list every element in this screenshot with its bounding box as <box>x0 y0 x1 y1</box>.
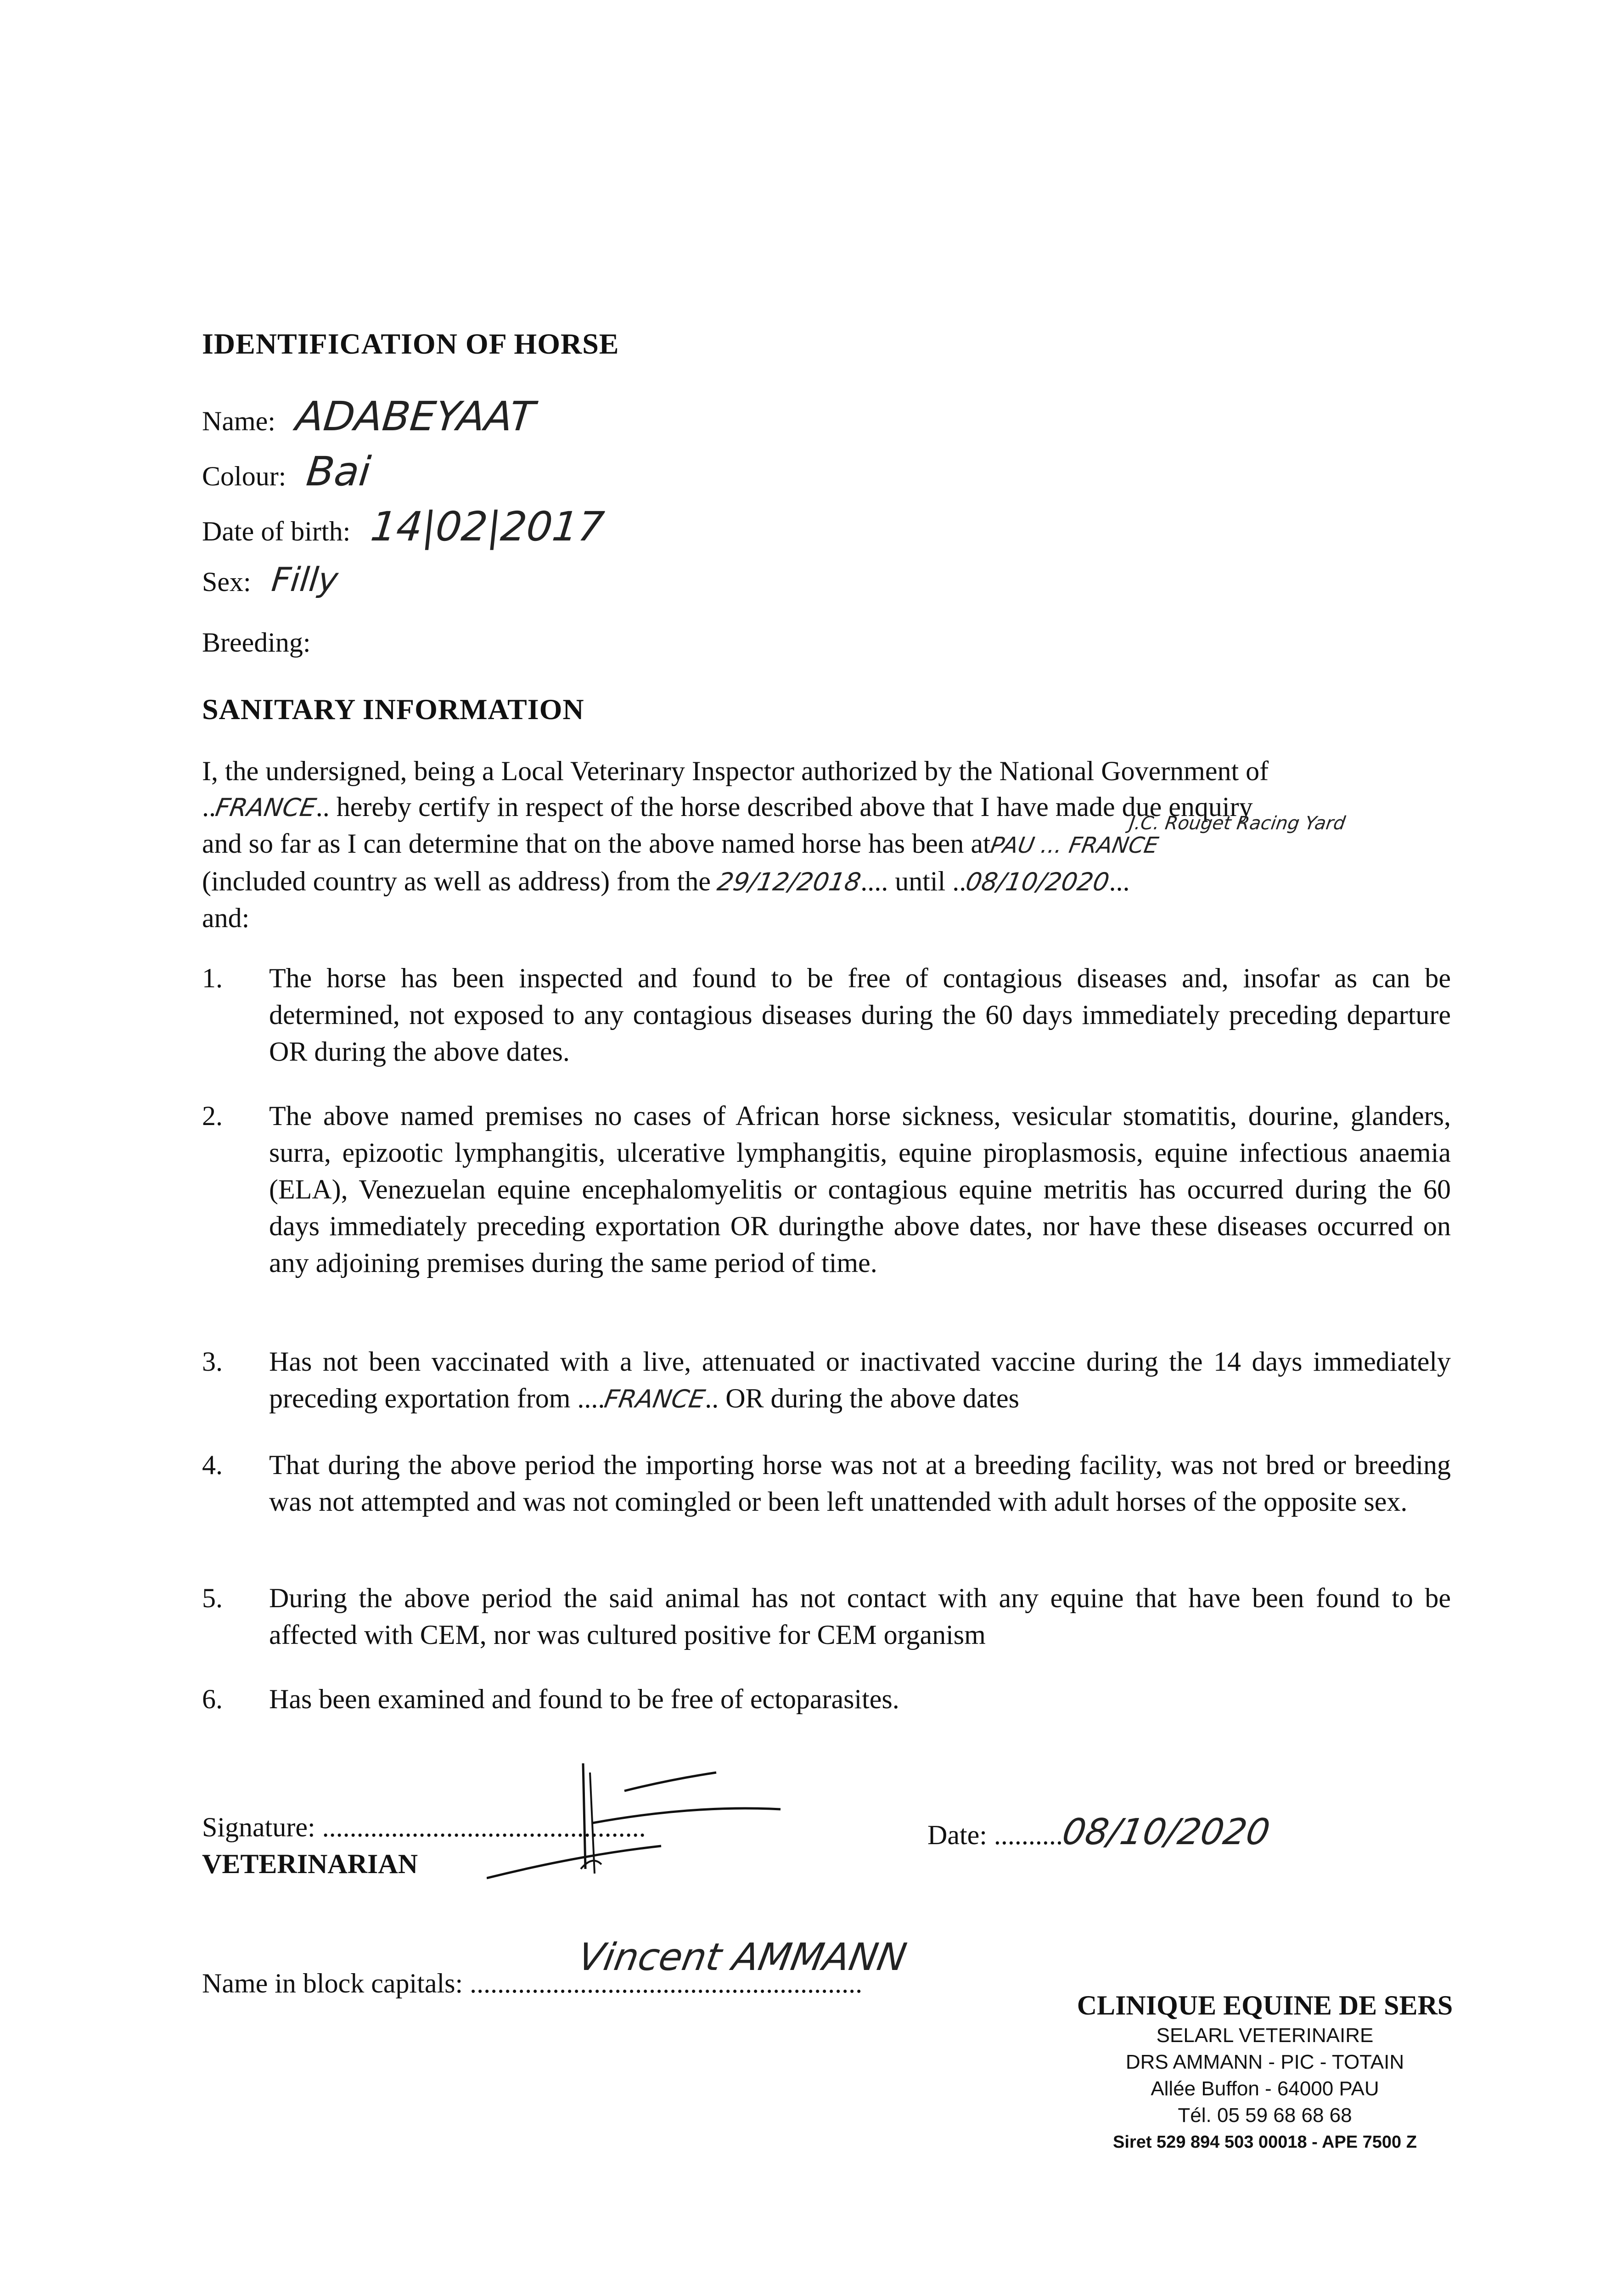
clinic-address: Allée Buffon - 64000 PAU <box>1151 2077 1379 2100</box>
signature-label: Signature: ............................................... <box>202 1812 646 1842</box>
clinic-siret: Siret 529 894 503 00018 - APE 7500 Z <box>1113 2133 1417 2152</box>
condition-text: Has been examined and found to be free of ectoparasites. <box>269 1684 899 1714</box>
condition-number: 6. <box>202 1684 223 1714</box>
condition-number: 1. <box>202 963 223 993</box>
condition-number: 5. <box>202 1583 223 1613</box>
vet-name-handwritten: Vincent AMMANN <box>574 1936 910 1979</box>
certification-line-4-text: (included country as well as address) from the <box>202 866 711 896</box>
name-in-block-capitals-label: Name in block capitals: ......................................................... <box>202 1968 863 1998</box>
breeding-field <box>202 627 311 658</box>
country-value: FRANCE <box>213 793 319 822</box>
dob-value: 14|02|2017 <box>368 503 607 550</box>
date-value: 08/10/2020 <box>1059 1812 1273 1853</box>
certification-line-5: and: <box>202 903 250 933</box>
sex-value: Filly <box>270 560 340 599</box>
clinic-phone: Tél. 05 59 68 68 68 <box>1178 2104 1352 2127</box>
condition-text: During the above period the said animal has not contact with any equine that have been found to be affected with CEM, nor was cultured positive for CEM organism <box>269 1583 1451 1650</box>
clinic-name: CLINIQUE EQUINE DE SERS <box>1077 1990 1453 2020</box>
veterinarian-label: VETERINARIAN <box>202 1849 418 1879</box>
colour-field <box>202 448 371 495</box>
condition-number: 4. <box>202 1450 223 1480</box>
dob-label: Date of birth: <box>202 516 351 546</box>
name-label: Name: <box>202 406 275 436</box>
sex-field <box>202 560 338 599</box>
certification-line-4 <box>202 863 1451 900</box>
condition-item-3 <box>202 1343 1451 1417</box>
dots: ... <box>1109 866 1130 896</box>
sanitary-heading: SANITARY INFORMATION <box>202 693 584 726</box>
name-field <box>202 393 537 440</box>
condition-text <box>269 1343 1451 1418</box>
condition-item-1 <box>202 960 1451 1070</box>
condition-text: That during the above period the importing horse was not at a breeding facility, was not bred or breeding was not attempted and was not comingled or been left unattended with adult horses of the opposite sex. <box>269 1450 1451 1517</box>
condition-text-part: .. OR during the above dates <box>705 1383 1020 1413</box>
condition-text: The above named premises no cases of African horse sickness, vesicular stomatitis, dourine, glanders, surra, epizootic lymphangitis, ulcerative lymphangitis, equine piroplasmosis, equine infectious anaemia (ELA), Venezuelan equine encephalomyelitis or contagious equine metritis has occurred during the 60 days immediately preceding exportation OR duringthe above dates, nor have these diseases occurred on any adjoining premises during the same period of time. <box>269 1101 1451 1278</box>
certification-line-3 <box>202 813 1451 863</box>
colour-label: Colour: <box>202 461 286 491</box>
from-date-value: 29/12/2018 <box>715 867 863 896</box>
date-field <box>927 1812 1273 1853</box>
certification-line-1: I, the undersigned, being a Local Veterinary Inspector authorized by the National Government of <box>202 756 1269 786</box>
condition-item-4 <box>202 1446 1451 1557</box>
date-label: Date: .......... <box>927 1820 1063 1850</box>
name-value: ADABEYAAT <box>293 393 537 440</box>
clinic-line-2: SELARL VETERINAIRE <box>1156 2024 1374 2047</box>
name-in-block-capitals-value <box>574 1936 910 1979</box>
clinic-line-3: DRS AMMANN - PIC - TOTAIN <box>1125 2051 1404 2073</box>
export-country-value: FRANCE <box>602 1384 708 1413</box>
certification-line-2-text: .. hereby certify in respect of the horse described above that I have made due enquiry <box>315 792 1253 822</box>
condition-item-2 <box>202 1097 1451 1318</box>
condition-item-5 <box>202 1580 1451 1653</box>
sex-label: Sex: <box>202 567 251 597</box>
condition-text-part: Has not been vaccinated with a live, attenuated or inactivated vaccine during the 14 days immediately preceding exportation from .... <box>269 1346 1451 1413</box>
premises-value: PAU ... FRANCE <box>988 833 1160 858</box>
certification-paragraph <box>202 753 1451 936</box>
certification-line-3-text: and so far as I can determine that on the above named horse has been at <box>202 828 991 859</box>
until-date-value: 08/10/2020 <box>963 867 1112 896</box>
condition-number: 2. <box>202 1101 223 1131</box>
premises-handwritten-note: J.C. Rouget Racing Yard <box>1128 813 1347 834</box>
condition-text: The horse has been inspected and found to be free of contagious diseases and, insofar as can be determined, not exposed to any contagious diseases during the 60 days immediately preceding departure OR during the above dates. <box>269 963 1451 1067</box>
identification-heading: IDENTIFICATION OF HORSE <box>202 327 619 360</box>
dots: .. <box>202 792 216 822</box>
condition-number: 3. <box>202 1346 223 1377</box>
colour-value: Bai <box>304 448 373 495</box>
until-label: .... until .. <box>860 866 966 896</box>
clinic-stamp <box>1047 1988 1483 2155</box>
dob-field <box>202 503 607 550</box>
breeding-label: Breeding: <box>202 627 311 658</box>
veterinarian-signature <box>487 1754 836 1892</box>
condition-item-6 <box>202 1681 1451 1717</box>
